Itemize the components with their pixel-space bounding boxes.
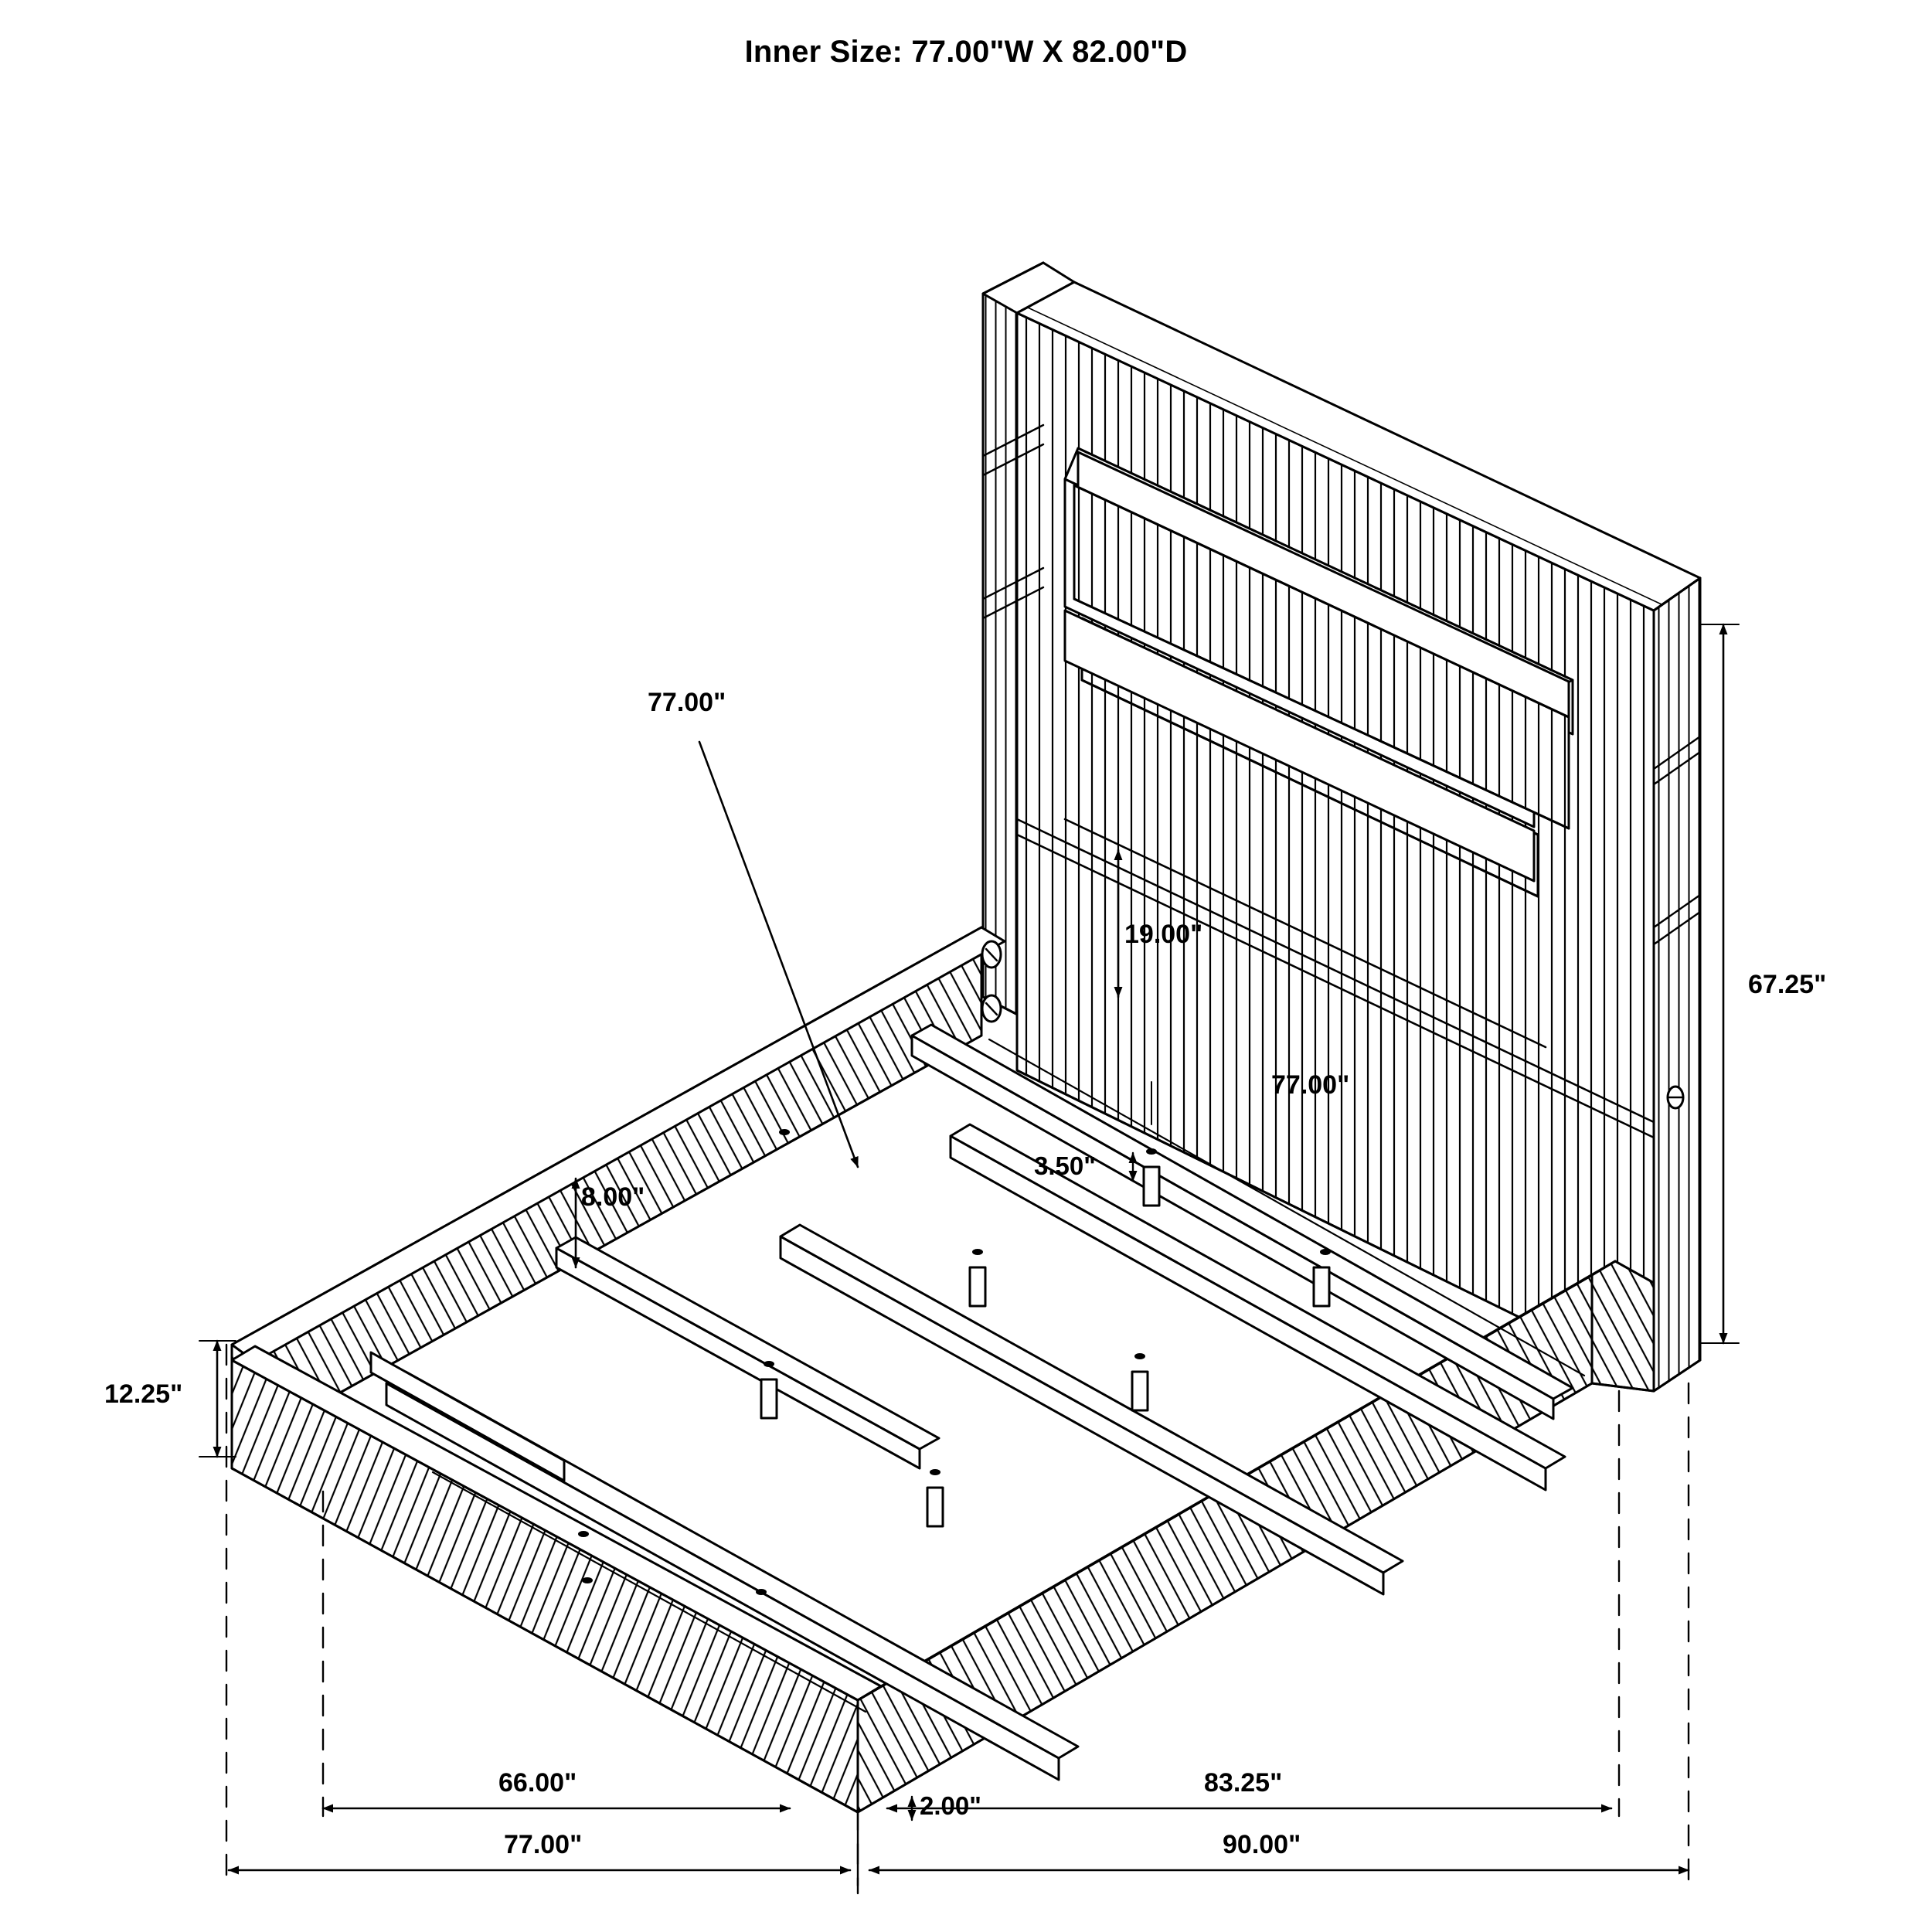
label-77-slat: 77.00"	[1271, 1070, 1350, 1100]
label-77-depth: 83.25"	[1204, 1768, 1283, 1798]
label-19-00: 19.00"	[1124, 920, 1203, 949]
dim-67-25	[1700, 624, 1739, 1343]
post-screw-hole	[1668, 1087, 1683, 1108]
headboard-right-post	[1654, 578, 1700, 1391]
label-67-25: 67.25"	[1748, 970, 1827, 999]
foot-rail	[232, 1346, 881, 1812]
label-12-25: 12.25"	[104, 1379, 183, 1409]
dim-12-25	[199, 1341, 236, 1457]
label-3-50: 3.50"	[1034, 1151, 1096, 1180]
page-title: Inner Size: 77.00"W X 82.00"D	[744, 35, 1188, 69]
label-2-00: 2.00"	[920, 1791, 981, 1820]
label-66-00: 66.00"	[498, 1768, 577, 1798]
label-90-00: 90.00"	[1223, 1830, 1301, 1859]
label-83-25: 77.00"	[504, 1830, 583, 1859]
label-callout-77-left: 77.00"	[648, 688, 726, 717]
rail-to-post	[1592, 1261, 1654, 1391]
label-8-00: 8.00"	[581, 1182, 645, 1212]
